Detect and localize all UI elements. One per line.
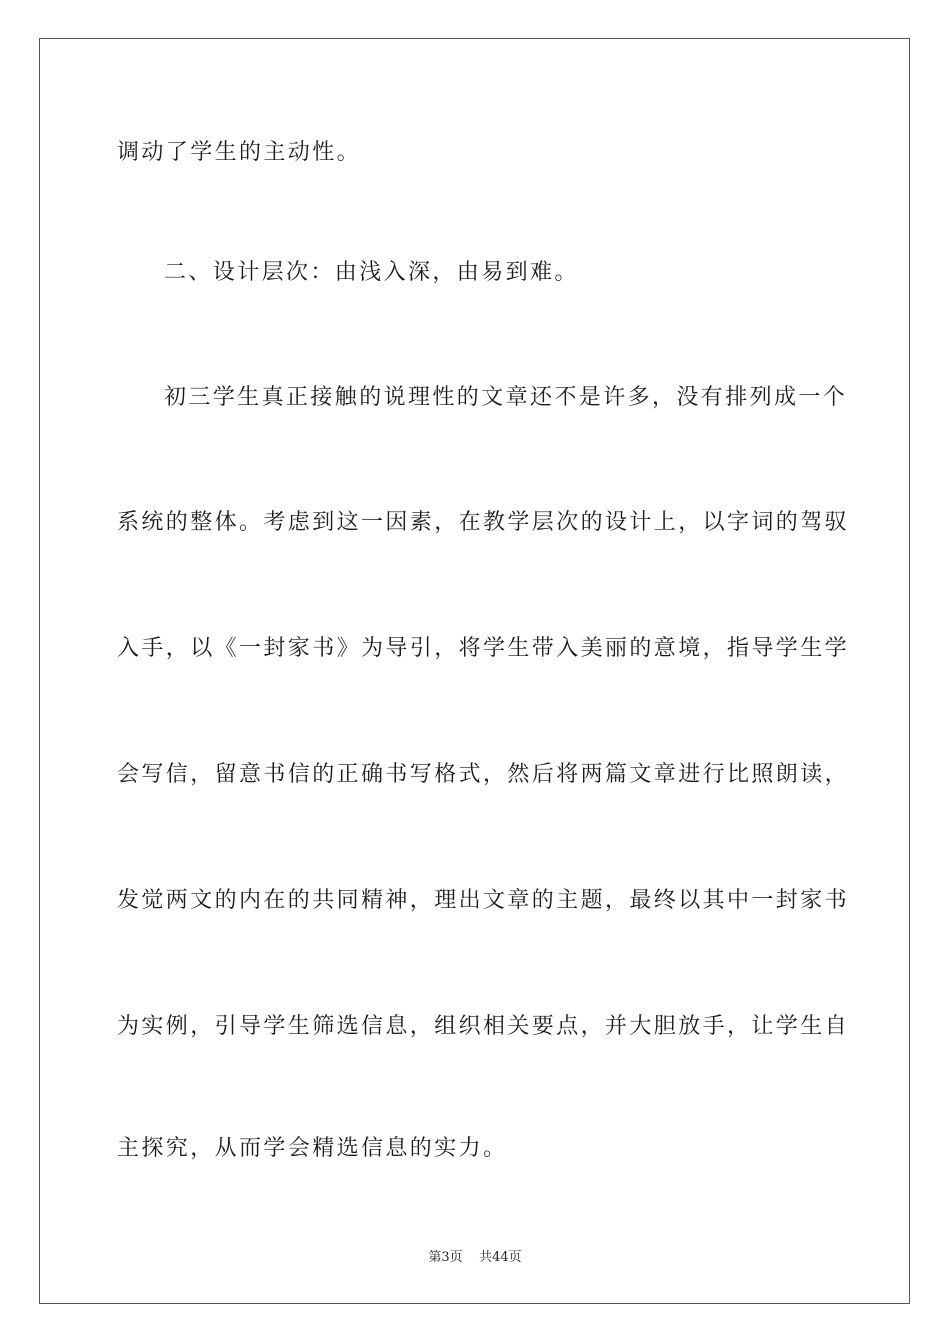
- total-pages: 共44页: [479, 1250, 522, 1265]
- page-number: 第3页: [428, 1250, 463, 1265]
- page-footer: [0, 1249, 950, 1267]
- text-line: 发觉两文的内在的共同精神，理出文章的主题，最终以其中一封家书: [117, 888, 850, 913]
- text-line: 初三学生真正接触的说理性的文章还不是许多，没有排列成一个: [164, 385, 848, 410]
- page-frame: [39, 38, 910, 1304]
- section-heading: 二、设计层次：由浅入深，由易到难。: [164, 260, 579, 285]
- text-line: 会写信，留意书信的正确书写格式，然后将两篇文章进行比照朗读，: [117, 762, 850, 787]
- text-line: 系统的整体。考虑到这一因素，在教学层次的设计上，以字词的驾驭: [117, 510, 850, 535]
- text-line: 入手，以《一封家书》为导引，将学生带入美丽的意境，指导学生学: [117, 636, 850, 661]
- text-line: 主探究，从而学会精选信息的实力。: [117, 1136, 508, 1161]
- text-line: 为实例，引导学生筛选信息，组织相关要点，并大胆放手，让学生自: [117, 1014, 850, 1039]
- text-line: 调动了学生的主动性。: [117, 140, 362, 165]
